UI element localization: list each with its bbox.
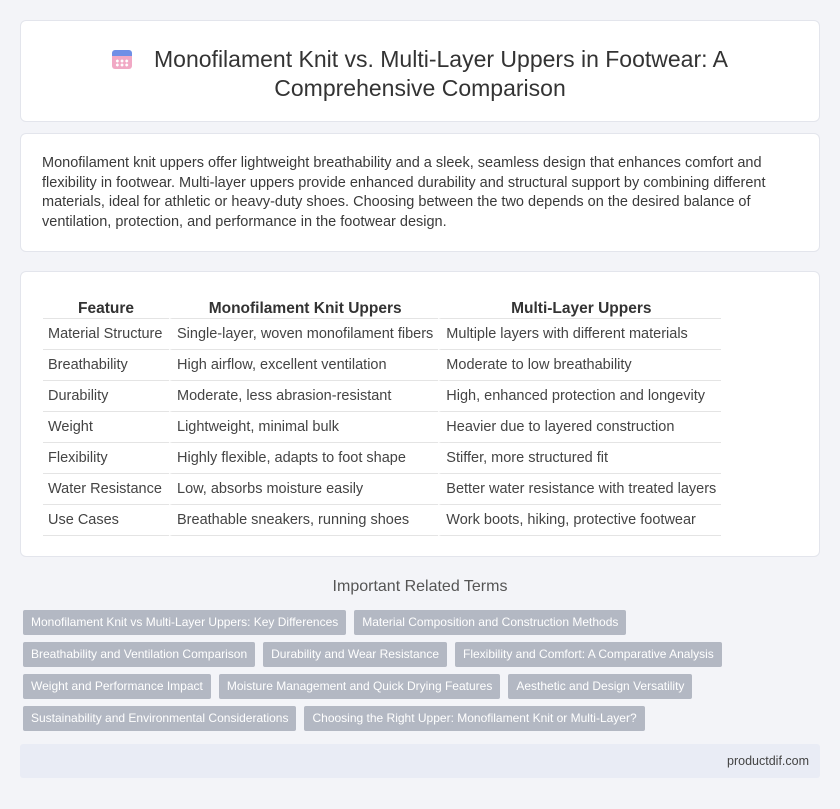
header-monofilament: Monofilament Knit Uppers	[169, 295, 438, 319]
table-cell: Durability	[43, 381, 169, 412]
related-term-tag[interactable]: Durability and Wear Resistance	[263, 642, 447, 667]
table-row	[43, 412, 721, 443]
related-terms-list	[23, 610, 813, 738]
table-cell: Use Cases	[43, 505, 169, 536]
table-cell: Material Structure	[43, 319, 169, 350]
table-cell: Highly flexible, adapts to foot shape	[169, 443, 438, 474]
table-cell: Moderate to low breathability	[438, 350, 721, 381]
table-row	[43, 381, 721, 412]
table-cell: Breathability	[43, 350, 169, 381]
related-term-tag[interactable]: Material Composition and Construction Methods	[354, 610, 626, 635]
table-cell: Work boots, hiking, protective footwear	[438, 505, 721, 536]
table-cell: Heavier due to layered construction	[438, 412, 721, 443]
table-cell: Flexibility	[43, 443, 169, 474]
title-line-2: Comprehensive Comparison	[274, 75, 566, 101]
title-line-1: Monofilament Knit vs. Multi-Layer Uppers in Footwear: A	[154, 46, 728, 72]
tag-row	[23, 610, 813, 635]
related-term-tag[interactable]: Breathability and Ventilation Comparison	[23, 642, 255, 667]
related-term-tag[interactable]: Flexibility and Comfort: A Comparative Analysis	[455, 642, 722, 667]
related-term-tag[interactable]: Sustainability and Environmental Considerations	[23, 706, 296, 731]
table-header-row	[43, 295, 721, 319]
table-cell: Breathable sneakers, running shoes	[169, 505, 438, 536]
table-cell: Water Resistance	[43, 474, 169, 505]
intro-paragraph: Monofilament knit uppers offer lightweight breathability and a sleek, seamless design that enhances comfort and flexibility in footwear. Multi-layer uppers provide enhanced durability and structural support by combining different materials, ideal for athletic or heavy-duty shoes. Choosing between the two depends on the desired balance of ventilation, protection, and performance in the footwear design.	[42, 155, 766, 230]
title-card	[20, 20, 820, 122]
comparison-card	[20, 271, 820, 557]
related-term-tag[interactable]: Monofilament Knit vs Multi-Layer Uppers: Key Differences	[23, 610, 346, 635]
table-cell: Multiple layers with different materials	[438, 319, 721, 350]
table-row	[43, 350, 721, 381]
intro-card	[20, 133, 820, 252]
table-row	[43, 505, 721, 536]
tag-row	[23, 674, 813, 699]
related-term-tag[interactable]: Weight and Performance Impact	[23, 674, 211, 699]
tag-row	[23, 642, 813, 667]
table-row	[43, 443, 721, 474]
table-cell: Single-layer, woven monofilament fibers	[169, 319, 438, 350]
table-cell: Weight	[43, 412, 169, 443]
footer-site-link[interactable]: productdif.com	[727, 754, 809, 768]
table-cell: Low, absorbs moisture easily	[169, 474, 438, 505]
table-cell: Stiffer, more structured fit	[438, 443, 721, 474]
comparison-table	[43, 295, 721, 536]
related-term-tag[interactable]: Aesthetic and Design Versatility	[508, 674, 692, 699]
table-cell: Moderate, less abrasion-resistant	[169, 381, 438, 412]
header-feature: Feature	[43, 295, 169, 319]
table-cell: High airflow, excellent ventilation	[169, 350, 438, 381]
related-term-tag[interactable]: Moisture Management and Quick Drying Features	[219, 674, 500, 699]
related-term-tag[interactable]: Choosing the Right Upper: Monofilament Knit or Multi-Layer?	[304, 706, 644, 731]
related-terms-heading: Important Related Terms	[332, 578, 508, 595]
table-row	[43, 474, 721, 505]
table-cell: High, enhanced protection and longevity	[438, 381, 721, 412]
header-multilayer: Multi-Layer Uppers	[438, 295, 721, 319]
table-cell: Lightweight, minimal bulk	[169, 412, 438, 443]
table-cell: Better water resistance with treated layers	[438, 474, 721, 505]
tag-row	[23, 706, 813, 731]
page-title	[21, 45, 819, 103]
footer-bar	[20, 744, 820, 778]
table-row	[43, 319, 721, 350]
calendar-icon	[112, 49, 132, 69]
